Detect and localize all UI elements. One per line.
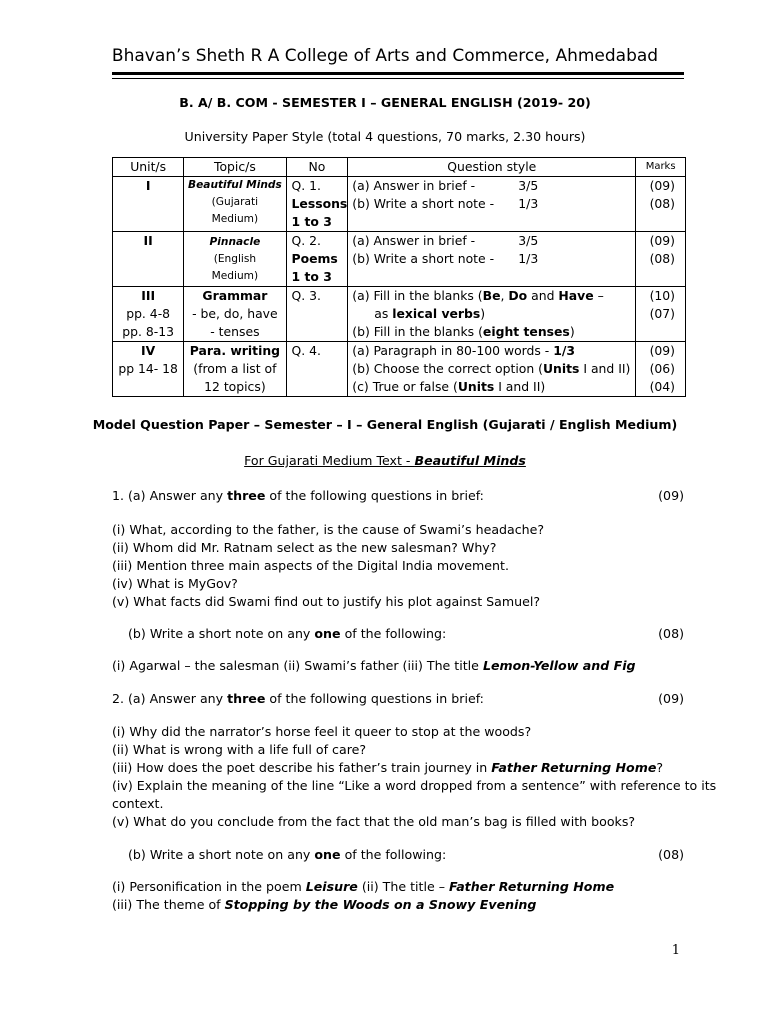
header-no: No xyxy=(286,158,348,177)
marks-label: (09) xyxy=(658,691,684,706)
question-2a: 2. (a) Answer any three of the following questions in brief: (09) xyxy=(112,691,684,706)
header-marks: Marks xyxy=(636,158,686,177)
marks-label: (09) xyxy=(658,488,684,503)
table-row xyxy=(113,287,686,342)
list-item: (iv) What is MyGov? xyxy=(112,576,238,591)
list-item: (iv) Explain the meaning of the line “Like a word dropped from a sentence” with reference to its xyxy=(112,778,717,793)
question-1b: (b) Write a short note on any one of the following: (08) xyxy=(128,626,684,641)
list-item: (v) What facts did Swami find out to justify his plot against Samuel? xyxy=(112,594,541,609)
list-item: (i) Agarwal – the salesman (ii) Swami’s father (iii) The title Lemon-Yellow and Fig xyxy=(112,658,636,673)
list-item: (iii) Mention three main aspects of the Digital India movement. xyxy=(112,558,509,573)
question-no-cell: Q. 2. Poems 1 to 3 xyxy=(286,232,348,287)
marks-cell: (09) (08) xyxy=(636,232,686,287)
question-no-cell: Q. 4. xyxy=(286,342,348,397)
unit-cell: IV pp 14- 18 xyxy=(113,342,184,397)
question-style-cell: (a) Answer in brief - 3/5 (b) Write a short note - 1/3 xyxy=(348,232,636,287)
question-style-cell: (a) Fill in the blanks (Be, Do and Have – as lexical verbs) (b) Fill in the blanks (eight tenses) xyxy=(348,287,636,342)
unit-cell: III pp. 4-8 pp. 8-13 xyxy=(113,287,184,342)
marks-label: (08) xyxy=(658,626,684,641)
list-item: (i) Personification in the poem Leisure (ii) The title – Father Returning Home xyxy=(112,879,615,894)
list-item: (v) What do you conclude from the fact that the old man’s bag is filled with books? xyxy=(112,814,636,829)
question-style-cell: (a) Answer in brief - 3/5 (b) Write a short note - 1/3 xyxy=(348,177,636,232)
header-rule-thick xyxy=(112,72,684,75)
question-style-cell: (a) Paragraph in 80-100 words - 1/3 (b) Choose the correct option (Units I and II) (c) True or false (Units I and II) xyxy=(348,342,636,397)
question-1a: 1. (a) Answer any three of the following questions in brief: (09) xyxy=(112,488,684,503)
medium-title: For Gujarati Medium Text - Beautiful Minds xyxy=(244,453,526,468)
college-header: Bhavan’s Sheth R A College of Arts and Commerce, Ahmedabad xyxy=(111,46,659,66)
topic-cell: Grammar - be, do, have - tenses xyxy=(184,287,286,342)
list-item: (i) Why did the narrator’s horse feel it queer to stop at the woods? xyxy=(112,724,532,739)
question-no-cell: Q. 1. Lessons 1 to 3 xyxy=(286,177,348,232)
marks-cell: (09) (06) (04) xyxy=(636,342,686,397)
unit-cell: II xyxy=(113,232,184,287)
header-unit: Unit/s xyxy=(113,158,184,177)
list-item: (iii) The theme of Stopping by the Woods on a Snowy Evening xyxy=(112,897,537,912)
question-2b: (b) Write a short note on any one of the following: (08) xyxy=(128,847,684,862)
unit-cell: I xyxy=(113,177,184,232)
list-item: (i) What, according to the father, is the cause of Swami’s headache? xyxy=(112,522,545,537)
list-item: context. xyxy=(112,796,164,811)
table-row xyxy=(113,177,686,232)
question-no-cell: Q. 3. xyxy=(286,287,348,342)
marks-label: (08) xyxy=(658,847,684,862)
topic-cell: Pinnacle (English Medium) xyxy=(184,232,286,287)
page-number: 1 xyxy=(671,943,680,958)
marks-cell: (10) (07) xyxy=(636,287,686,342)
table-header-row xyxy=(113,158,686,177)
header-topic: Topic/s xyxy=(184,158,286,177)
course-title: B. A/ B. COM - SEMESTER I – GENERAL ENGLISH (2019- 20) xyxy=(179,95,591,110)
topic-cell: Para. writing (from a list of 12 topics) xyxy=(184,342,286,397)
model-paper-title: Model Question Paper – Semester – I – General English (Gujarati / English Medium) xyxy=(92,417,678,432)
list-item: (ii) What is wrong with a life full of care? xyxy=(112,742,367,757)
list-item: (iii) How does the poet describe his father’s train journey in Father Returning Home? xyxy=(112,760,664,775)
paper-style-line: University Paper Style (total 4 questions, 70 marks, 2.30 hours) xyxy=(184,129,586,144)
table-row xyxy=(113,232,686,287)
unit-table xyxy=(112,157,686,397)
topic-cell: Beautiful Minds (Gujarati Medium) xyxy=(184,177,286,232)
table-row xyxy=(113,342,686,397)
header-rule-thin xyxy=(112,78,684,79)
marks-cell: (09) (08) xyxy=(636,177,686,232)
header-question-style: Question style xyxy=(348,158,636,177)
list-item: (ii) Whom did Mr. Ratnam select as the new salesman? Why? xyxy=(112,540,497,555)
